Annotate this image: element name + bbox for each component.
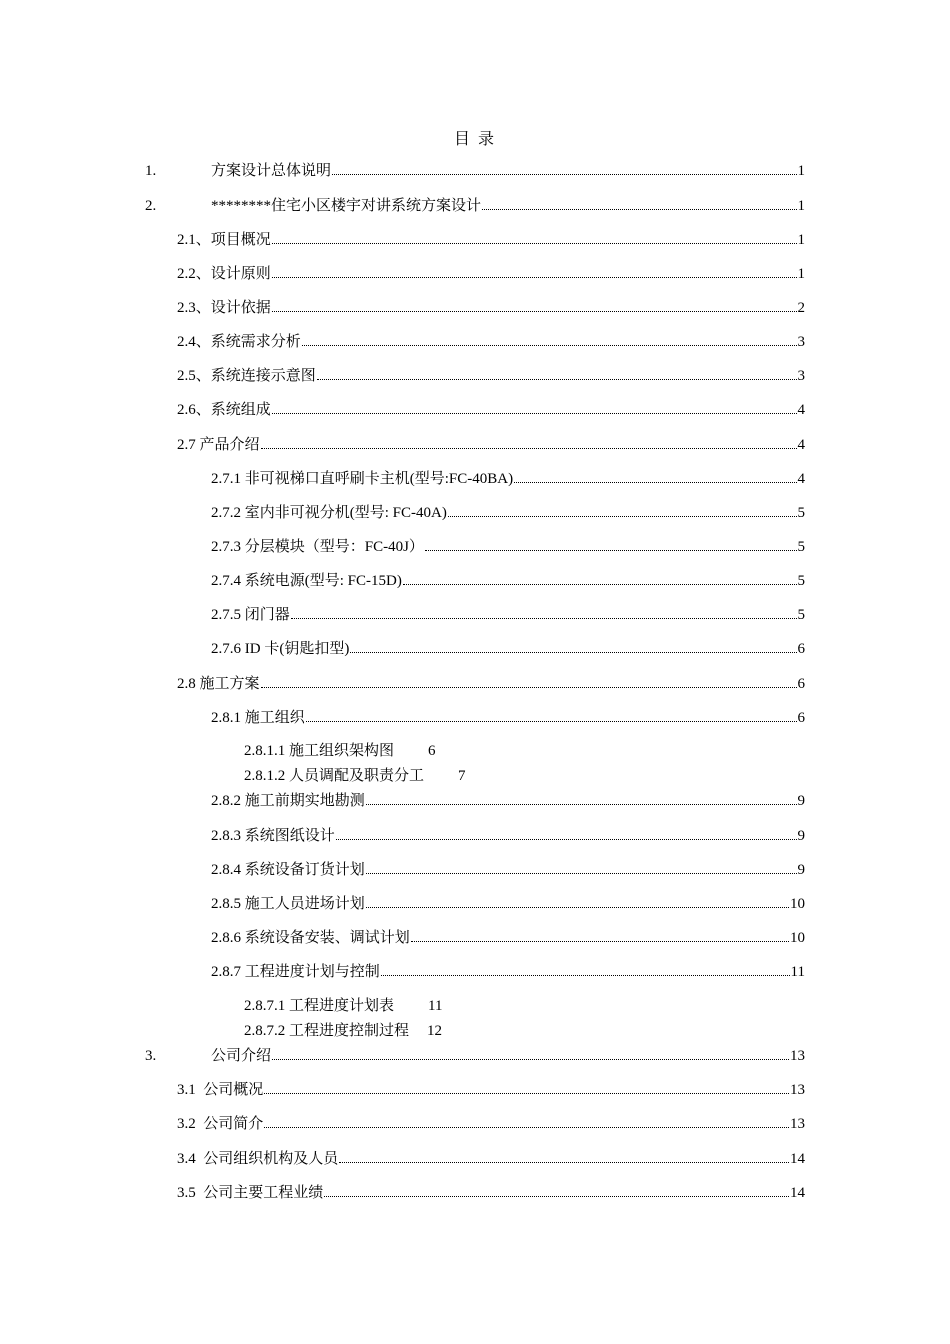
toc-entry[interactable] (211, 894, 805, 914)
toc-entry-label: 2.8.1.1 施工组织架构图 (244, 743, 395, 759)
toc-leader-dots (336, 826, 797, 840)
toc-entry[interactable] (211, 962, 805, 982)
toc-entry[interactable] (211, 826, 805, 846)
toc-leader-dots (264, 1080, 789, 1094)
toc-entry-label: 2.8.1.2 人员调配及职责分工 (244, 768, 425, 784)
toc-entry-label: 2.8.7 工程进度计划与控制 (211, 964, 380, 980)
toc-entry-page: 6 (797, 710, 805, 726)
toc-entry-label: 2.6、系统组成 (177, 402, 271, 418)
toc-leader-dots (272, 264, 797, 278)
toc-entry[interactable] (177, 1080, 805, 1100)
toc-entry-page: 6 (797, 676, 805, 692)
toc-entry-label: 公司介绍 (211, 1048, 272, 1064)
toc-entry-label: 2.8.7.2 工程进度控制过程 (244, 1023, 410, 1039)
toc-entry[interactable] (244, 766, 466, 786)
toc-entry[interactable] (177, 435, 805, 455)
toc-leader-dots (411, 928, 789, 942)
toc-leader-dots (306, 708, 797, 722)
toc-leader-dots (272, 230, 797, 244)
toc-entry-page: 4 (797, 471, 805, 487)
toc-entry-page: 10 (790, 930, 805, 946)
toc-entry[interactable] (211, 639, 805, 659)
toc-leader-dots (482, 196, 796, 210)
toc-entry[interactable] (177, 264, 805, 284)
toc-entry-label: 2.1、项目概况 (177, 232, 271, 248)
toc-entry-page: 5 (797, 607, 805, 623)
toc-entry-label: 2.4、系统需求分析 (177, 334, 301, 350)
toc-entry[interactable] (244, 996, 442, 1016)
toc-leader-dots (291, 605, 797, 619)
toc-entry[interactable] (211, 503, 805, 523)
toc-entry-label: 2.8.1 施工组织 (211, 710, 305, 726)
toc-entry[interactable] (244, 741, 436, 761)
toc-leader-dots (261, 674, 797, 688)
toc-entry-page: 5 (797, 539, 805, 555)
toc-entry-label: 2.7.6 ID 卡(钥匙扣型) (211, 641, 350, 657)
toc-entry[interactable] (211, 708, 805, 728)
toc-entry-label: 2.8.6 系统设备安装、调试计划 (211, 930, 410, 946)
toc-leader-dots (324, 1183, 789, 1197)
toc-entry[interactable] (177, 1183, 805, 1203)
toc-entry[interactable] (211, 469, 805, 489)
toc-entry[interactable] (177, 1149, 805, 1169)
toc-entry[interactable] (177, 332, 805, 352)
toc-leader-dots (272, 400, 797, 414)
toc-entry-page: 3 (797, 334, 805, 350)
toc-leader-dots (381, 962, 790, 976)
toc-leader-dots (272, 298, 797, 312)
toc-leader-dots (366, 791, 797, 805)
toc-entry[interactable] (177, 366, 805, 386)
toc-entry-page: 11 (428, 998, 443, 1014)
toc-entry-label: 2.3、设计依据 (177, 300, 271, 316)
toc-entry-label: 2.5、系统连接示意图 (177, 368, 316, 384)
toc-entry-page: 9 (797, 862, 805, 878)
toc-entry-page: 6 (428, 743, 436, 759)
toc-entry[interactable] (244, 1021, 442, 1041)
toc-entry[interactable] (211, 537, 805, 557)
toc-entry[interactable] (211, 928, 805, 948)
toc-entry-label: 2.8.5 施工人员进场计划 (211, 896, 365, 912)
toc-entry[interactable] (177, 400, 805, 420)
toc-entry-label: 2.8 施工方案 (177, 676, 260, 692)
toc-entry-page: 13 (790, 1082, 805, 1098)
toc-entry-page: 9 (797, 828, 805, 844)
toc-entry-label: 3.4 公司组织机构及人员 (177, 1151, 339, 1167)
toc-entry[interactable] (145, 196, 805, 216)
toc-entry-page: 1 (797, 266, 805, 282)
toc-entry[interactable] (177, 298, 805, 318)
toc-entry[interactable] (211, 571, 805, 591)
toc-entry-label: 方案设计总体说明 (211, 163, 332, 179)
toc-leader-dots (317, 366, 797, 380)
toc-entry-page: 5 (797, 505, 805, 521)
toc-entry-label: 3.1 公司概况 (177, 1082, 264, 1098)
toc-entry[interactable] (145, 161, 805, 181)
toc-entry-label: 2.7.5 闭门器 (211, 607, 290, 623)
toc-entry-number: 2. (145, 198, 157, 214)
toc-leader-dots (350, 639, 796, 653)
toc-leader-dots (403, 571, 797, 585)
toc-entry-label: 2.7 产品介绍 (177, 437, 260, 453)
toc-leader-dots (302, 332, 797, 346)
toc-entry-page: 10 (790, 896, 805, 912)
toc-title: 目 录 (453, 131, 496, 148)
toc-entry-label: 2.7.3 分层模块（型号：FC-40J） (211, 539, 424, 555)
toc-entry-label: 2.7.1 非可视梯口直呼刷卡主机(型号:FC-40BA) (211, 471, 514, 487)
toc-entry-page: 1 (797, 198, 805, 214)
toc-entry[interactable] (211, 605, 805, 625)
toc-entry-label: 2.8.7.1 工程进度计划表 (244, 998, 395, 1014)
toc-entry-label: ********住宅小区楼宇对讲系统方案设计 (211, 198, 482, 214)
toc-entry-label: 2.8.4 系统设备订货计划 (211, 862, 365, 878)
toc-entry-page: 6 (797, 641, 805, 657)
toc-leader-dots (514, 469, 796, 483)
toc-leader-dots (261, 435, 797, 449)
toc-entry[interactable] (177, 1114, 805, 1134)
toc-entry-page: 7 (458, 768, 466, 784)
toc-entry-page: 14 (790, 1185, 805, 1201)
toc-entry[interactable] (211, 791, 805, 811)
toc-entry-number: 1. (145, 163, 157, 179)
toc-entry-page: 5 (797, 573, 805, 589)
toc-entry-page: 1 (797, 232, 805, 248)
toc-entry-page: 2 (797, 300, 805, 316)
toc-leader-dots (366, 860, 797, 874)
toc-entry[interactable] (177, 674, 805, 694)
toc-leader-dots (332, 161, 796, 175)
toc-entry-label: 2.2、设计原则 (177, 266, 271, 282)
toc-entry[interactable] (145, 1046, 805, 1066)
toc-leader-dots (339, 1149, 789, 1163)
toc-entry-label: 2.8.3 系统图纸设计 (211, 828, 335, 844)
toc-leader-dots (366, 894, 789, 908)
toc-entry-page: 1 (797, 163, 805, 179)
toc-leader-dots (264, 1114, 789, 1128)
toc-leader-dots (272, 1046, 789, 1060)
toc-entry-page: 11 (790, 964, 805, 980)
toc-entry-label: 3.2 公司简介 (177, 1116, 264, 1132)
toc-entry[interactable] (211, 860, 805, 880)
toc-entry-page: 13 (790, 1116, 805, 1132)
toc-entry-label: 3.5 公司主要工程业绩 (177, 1185, 324, 1201)
toc-entry-page: 3 (797, 368, 805, 384)
toc-entry-page: 4 (797, 437, 805, 453)
toc-entry-label: 2.7.2 室内非可视分机(型号: FC-40A) (211, 505, 447, 521)
toc-leader-dots (448, 503, 797, 517)
toc-entry-label: 2.8.2 施工前期实地勘测 (211, 793, 365, 809)
toc-entry-page: 4 (797, 402, 805, 418)
toc-entry-page: 13 (790, 1048, 805, 1064)
toc-entry-page: 9 (797, 793, 805, 809)
toc-entry-page: 12 (427, 1023, 443, 1039)
toc-entry-number: 3. (145, 1048, 157, 1064)
toc-entry[interactable] (177, 230, 805, 250)
toc-leader-dots (425, 537, 797, 551)
toc-entry-label: 2.7.4 系统电源(型号: FC-15D) (211, 573, 402, 589)
toc-entry-page: 14 (790, 1151, 805, 1167)
